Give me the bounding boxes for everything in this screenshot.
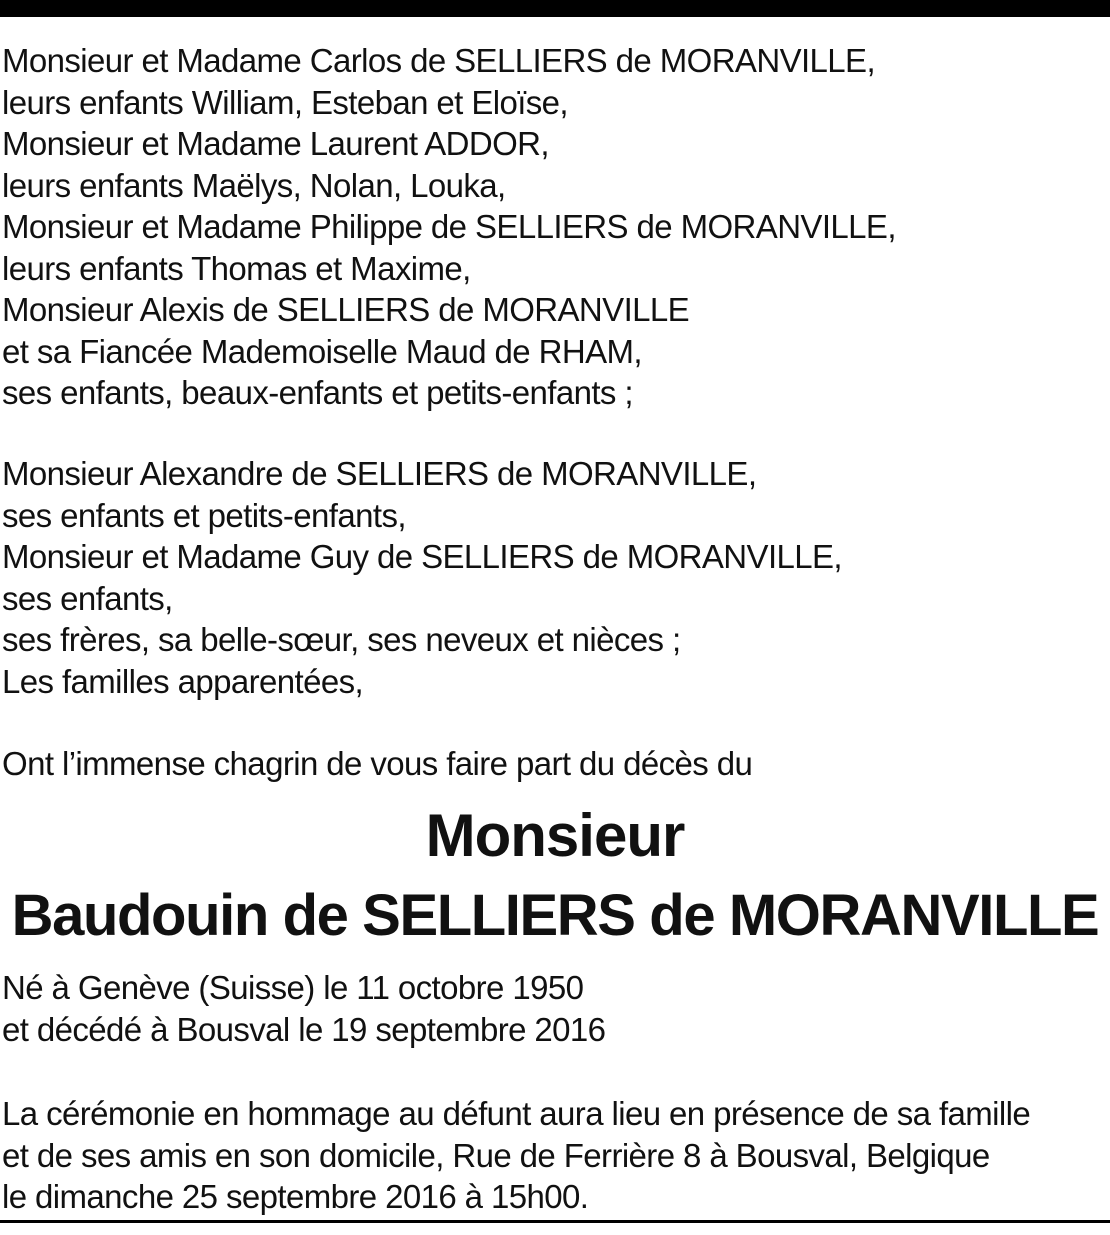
relatives-line: ses enfants, <box>2 579 173 617</box>
relatives-list <box>2 453 842 702</box>
bottom-border-rule <box>0 1220 1110 1223</box>
dates-block <box>2 967 605 1050</box>
death-line: et décédé à Bousval le 19 septembre 2016 <box>2 1010 606 1048</box>
deceased-name: Baudouin de SELLIERS de MORANVILLE <box>11 883 1099 948</box>
family-line: leurs enfants Thomas et Maxime, <box>2 249 471 287</box>
family-line: Monsieur et Madame Philippe de SELLIERS de MORANVILLE, <box>2 208 896 245</box>
family-list <box>2 40 896 414</box>
relatives-line: Monsieur Alexandre de SELLIERS de MORANVILLE, <box>2 455 757 492</box>
family-line: Monsieur et Madame Carlos de SELLIERS de MORANVILLE, <box>2 42 876 79</box>
birth-line: Né à Genève (Suisse) le 11 octobre 1950 <box>2 969 584 1006</box>
relatives-line: Monsieur et Madame Guy de SELLIERS de MORANVILLE, <box>2 538 842 575</box>
announcement-text: Ont l’immense chagrin de vous faire part du décès du <box>2 745 753 782</box>
ceremony-line: le dimanche 25 septembre 2016 à 15h00. <box>2 1178 589 1215</box>
deceased-honorific: Monsieur <box>425 802 685 869</box>
family-line: et sa Fiancée Mademoiselle Maud de RHAM, <box>2 332 642 370</box>
family-line: ses enfants, beaux-enfants et petits-enfants ; <box>2 374 633 411</box>
top-border-rule <box>0 0 1110 17</box>
relatives-line: ses frères, sa belle-sœur, ses neveux et nièces ; <box>2 621 681 658</box>
family-line: leurs enfants William, Esteban et Eloïse, <box>2 83 569 121</box>
ceremony-block <box>2 1093 1030 1218</box>
family-line: Monsieur et Madame Laurent ADDOR, <box>2 125 549 162</box>
family-line: Monsieur Alexis de SELLIERS de MORANVILLE <box>2 291 690 328</box>
family-line: leurs enfants Maëlys, Nolan, Louka, <box>2 166 506 204</box>
ceremony-line: et de ses amis en son domicile, Rue de Ferrière 8 à Bousval, Belgique <box>2 1136 990 1174</box>
announcement-block <box>2 743 752 785</box>
relatives-line: Les familles apparentées, <box>2 662 364 700</box>
relatives-line: ses enfants et petits-enfants, <box>2 496 406 534</box>
ceremony-line: La cérémonie en hommage au défunt aura lieu en présence de sa famille <box>2 1095 1031 1132</box>
